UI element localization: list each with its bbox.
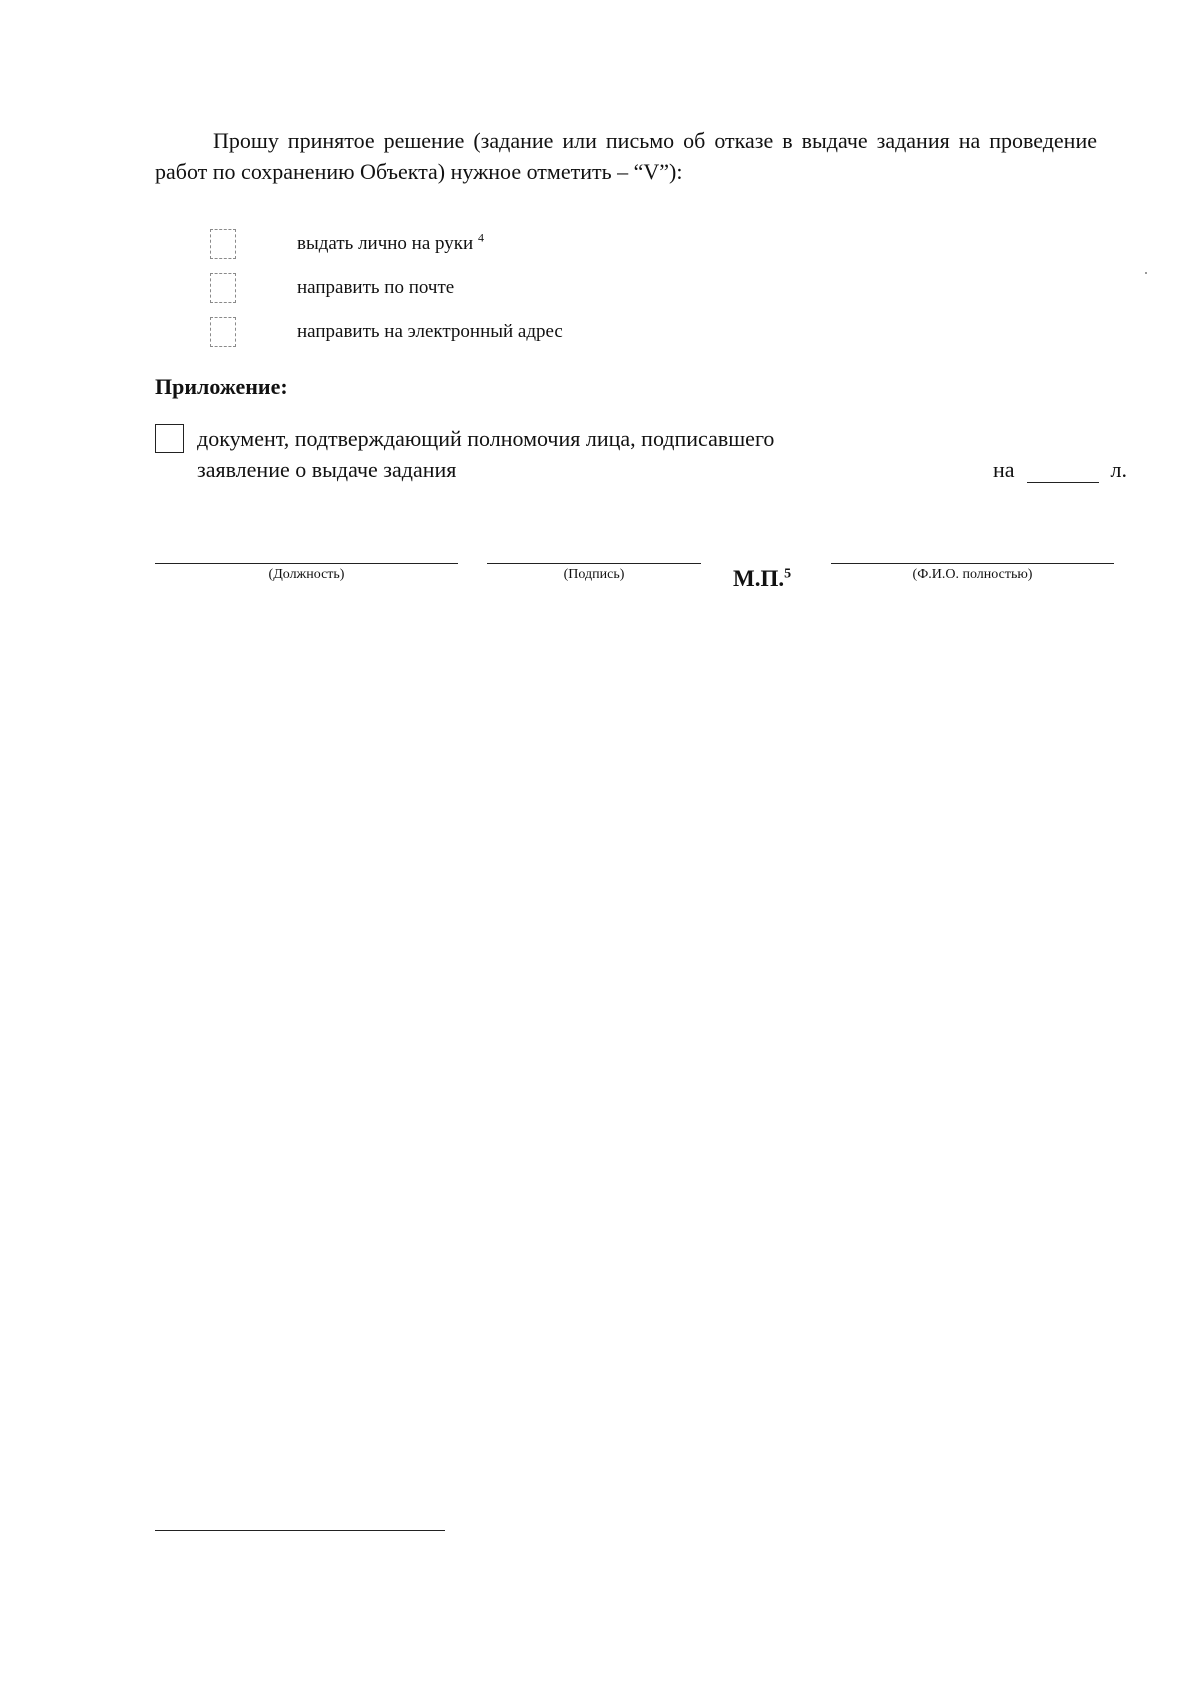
intro-paragraph: Прошу принятое решение (задание или письмо об отказе в выдаче задания на проведение работ по сохранению Объекта) нужное отметить – “V”): xyxy=(155,128,1097,184)
delivery-option-checkbox[interactable] xyxy=(210,317,236,347)
stamp-place-label: М.П.$^5$ xyxy=(733,566,792,591)
position-caption: (Должность) xyxy=(268,567,345,582)
delivery-option-in-person[interactable] xyxy=(210,228,484,260)
pages-prefix: на xyxy=(993,457,1015,482)
delivery-option-checkbox[interactable] xyxy=(210,229,236,259)
delivery-option-label: направить на электронный адрес xyxy=(297,321,563,342)
signature-caption: (Подпись) xyxy=(563,567,625,582)
delivery-option-by-mail[interactable] xyxy=(210,272,455,304)
appendix-item-checkbox[interactable] xyxy=(155,424,184,453)
footnote-marker: 5 xyxy=(784,566,792,582)
delivery-option-label: выдать лично на руки $^4$ xyxy=(297,230,484,254)
delivery-option-label: направить по почте xyxy=(297,277,455,298)
pages-suffix: л. xyxy=(1110,457,1128,482)
position-signature-line[interactable] xyxy=(155,563,458,564)
signature-line[interactable] xyxy=(487,563,701,564)
appendix-pages-count xyxy=(993,457,1127,483)
footnote-separator xyxy=(155,1530,445,1531)
appendix-item-text-line2: заявление о выдаче задания xyxy=(197,457,457,482)
scan-speck xyxy=(1145,272,1147,274)
delivery-option-by-email[interactable] xyxy=(210,316,563,348)
full-name-signature-line[interactable] xyxy=(831,563,1114,564)
pages-count-blank[interactable] xyxy=(1027,460,1099,483)
footnote-marker: 4 xyxy=(477,230,484,245)
appendix-heading: Приложение: xyxy=(155,374,288,399)
full-name-caption: (Ф.И.О. полностью) xyxy=(912,567,1033,582)
delivery-option-checkbox[interactable] xyxy=(210,273,236,303)
appendix-item-text-line1: документ, подтверждающий полномочия лица, подписавшего xyxy=(197,426,775,451)
